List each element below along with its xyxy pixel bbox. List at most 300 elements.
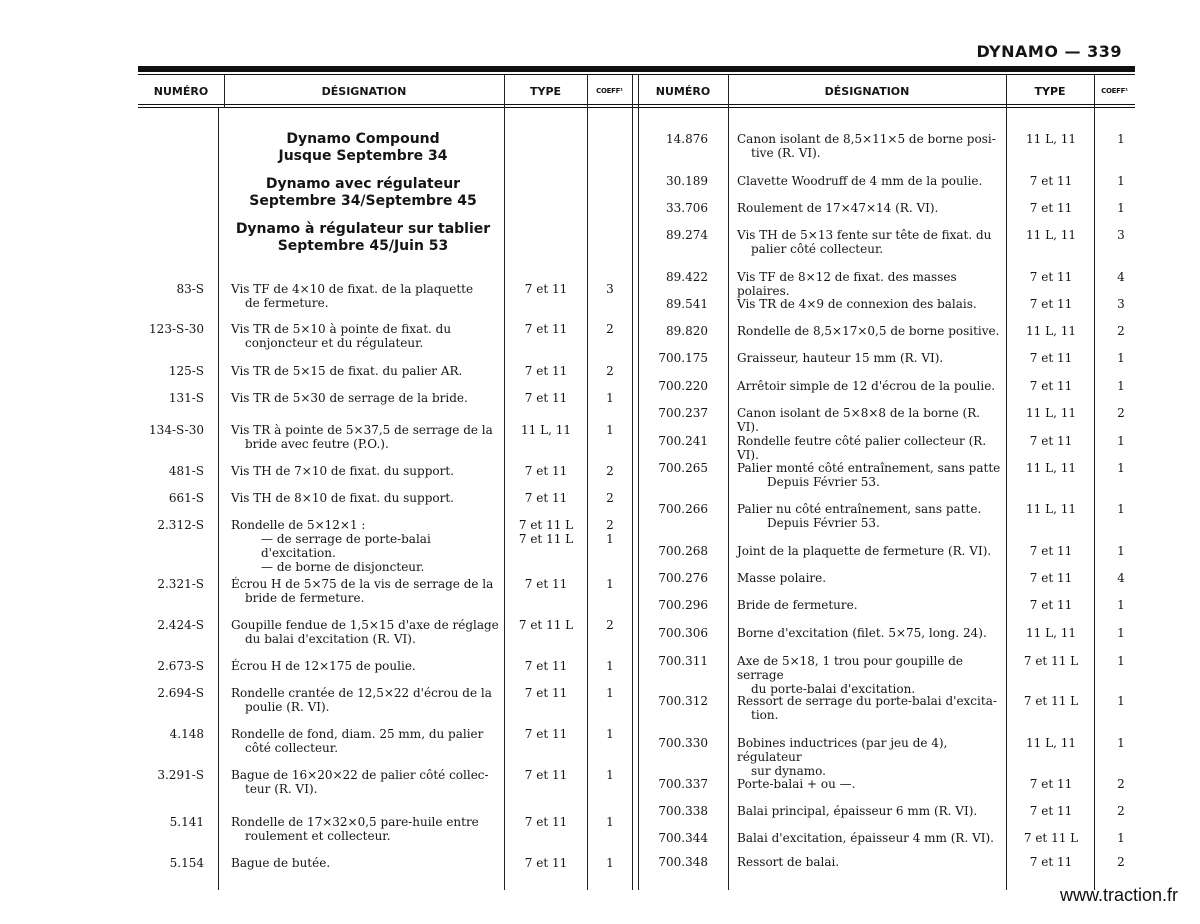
part-number: 700.237 bbox=[658, 406, 708, 420]
coeff-value: 1 bbox=[606, 532, 614, 546]
type-value: 7 et 11 bbox=[1029, 855, 1073, 869]
type-value: 11 L, 11 bbox=[1026, 406, 1076, 420]
part-number: 2.673-S bbox=[157, 659, 204, 673]
designation-line: tive (R. VI). bbox=[751, 146, 821, 160]
part-coeff bbox=[590, 686, 630, 700]
designation-line: poulie (R. VI). bbox=[245, 700, 330, 714]
coeff-value: 2 bbox=[1117, 406, 1125, 420]
part-coeff bbox=[1100, 626, 1142, 640]
part-number: 700.276 bbox=[658, 571, 708, 585]
coeff-value: 2 bbox=[606, 491, 614, 505]
part-type bbox=[1008, 461, 1094, 475]
part-number: 89.274 bbox=[666, 228, 708, 242]
part-type bbox=[1008, 804, 1094, 818]
part-number: 700.330 bbox=[658, 736, 708, 750]
coeff-value: 2 bbox=[1117, 777, 1125, 791]
coeff-value: 1 bbox=[606, 815, 614, 829]
type-value: 7 et 11 bbox=[524, 464, 568, 478]
section-title-line: Dynamo Compound bbox=[286, 131, 440, 147]
designation-line: Bride de fermeture. bbox=[737, 598, 858, 612]
part-coeff bbox=[1100, 654, 1142, 668]
designation-line: Borne d'excitation (filet. 5×75, long. 24). bbox=[737, 626, 987, 640]
part-number: 134-S-30 bbox=[149, 423, 204, 437]
designation-line: Bague de butée. bbox=[231, 856, 331, 870]
type-value: 7 et 11 bbox=[1029, 434, 1073, 448]
designation-line: teur (R. VI). bbox=[245, 782, 318, 796]
part-designation bbox=[737, 736, 1005, 778]
part-designation bbox=[737, 297, 1005, 311]
part-number: 700.296 bbox=[658, 598, 708, 612]
part-type bbox=[1008, 571, 1094, 585]
part-designation bbox=[737, 174, 1005, 188]
part-number: 2.321-S bbox=[157, 577, 204, 591]
part-type bbox=[1008, 855, 1094, 869]
coeff-value: 4 bbox=[1117, 270, 1125, 284]
part-designation bbox=[737, 351, 1005, 365]
part-designation bbox=[231, 464, 499, 478]
type-value: 7 et 11 bbox=[524, 577, 568, 591]
type-value: 7 et 11 bbox=[1029, 598, 1073, 612]
section-title-line: Septembre 45/Juin 53 bbox=[277, 238, 449, 254]
designation-line: Vis TR à pointe de 5×37,5 de serrage de la bbox=[231, 423, 493, 437]
part-coeff bbox=[590, 491, 630, 505]
designation-line: roulement et collecteur. bbox=[245, 829, 391, 843]
top-rule-thin bbox=[138, 74, 1135, 75]
part-type bbox=[1008, 132, 1094, 146]
part-designation bbox=[231, 491, 499, 505]
designation-line: Rondelle feutre côté palier collecteur (R. VI). bbox=[737, 434, 987, 462]
part-coeff bbox=[590, 577, 630, 591]
part-coeff bbox=[590, 618, 630, 632]
designation-line: Vis TH de 8×10 de fixat. du support. bbox=[231, 491, 454, 505]
part-type bbox=[1008, 544, 1094, 558]
type-value: 7 et 11 bbox=[1029, 351, 1073, 365]
coeff-value: 1 bbox=[606, 856, 614, 870]
col-divider bbox=[587, 75, 588, 890]
designation-line: Arrêtoir simple de 12 d'écrou de la poulie. bbox=[737, 379, 996, 393]
designation-line: conjoncteur et du régulateur. bbox=[245, 336, 424, 350]
coeff-value: 3 bbox=[606, 282, 614, 296]
part-designation bbox=[737, 132, 1005, 160]
part-type bbox=[507, 686, 585, 700]
section-title-line: Jusque Septembre 34 bbox=[278, 148, 448, 164]
part-type bbox=[1008, 502, 1094, 516]
coeff-value: 1 bbox=[1117, 694, 1125, 708]
part-coeff bbox=[1100, 855, 1142, 869]
part-number: 3.291-S bbox=[157, 768, 204, 782]
part-coeff bbox=[1100, 831, 1142, 845]
part-coeff bbox=[590, 659, 630, 673]
part-number: 125-S bbox=[168, 364, 204, 378]
header-numero-right: NUMÉRO bbox=[655, 84, 711, 98]
designation-line: Vis TR de 5×30 de serrage de la bride. bbox=[231, 391, 468, 405]
part-number: 700.265 bbox=[658, 461, 708, 475]
designation-line: du balai d'excitation (R. VI). bbox=[245, 632, 416, 646]
part-coeff bbox=[1100, 201, 1142, 215]
part-coeff bbox=[1100, 174, 1142, 188]
col-divider bbox=[218, 108, 219, 890]
part-type bbox=[507, 391, 585, 405]
part-type bbox=[1008, 324, 1094, 338]
part-designation bbox=[737, 831, 1005, 845]
part-number: 700.311 bbox=[658, 654, 708, 668]
coeff-value: 1 bbox=[1117, 351, 1125, 365]
designation-line: Vis TH de 7×10 de fixat. du support. bbox=[231, 464, 454, 478]
part-type bbox=[1008, 201, 1094, 215]
part-designation bbox=[231, 856, 499, 870]
part-designation bbox=[737, 502, 1005, 530]
type-value: 7 et 11 bbox=[524, 282, 568, 296]
coeff-value: 2 bbox=[606, 322, 614, 336]
designation-line: Vis TF de 4×10 de fixat. de la plaquette bbox=[231, 282, 474, 296]
designation-line: Palier nu côté entraînement, sans patte. bbox=[737, 502, 982, 516]
part-designation bbox=[231, 518, 499, 574]
coeff-value: 1 bbox=[1117, 502, 1125, 516]
designation-line: Porte-balai + ou —. bbox=[737, 777, 856, 791]
part-type bbox=[507, 727, 585, 741]
part-coeff bbox=[1100, 297, 1142, 311]
designation-line: Ressort de balai. bbox=[737, 855, 840, 869]
part-type bbox=[1008, 228, 1094, 242]
coeff-value: 1 bbox=[606, 391, 614, 405]
part-number: 700.338 bbox=[658, 804, 708, 818]
part-coeff bbox=[1100, 379, 1142, 393]
part-coeff bbox=[1100, 228, 1142, 242]
part-coeff bbox=[590, 364, 630, 378]
part-designation bbox=[737, 855, 1005, 869]
part-coeff bbox=[590, 391, 630, 405]
part-coeff bbox=[1100, 502, 1142, 516]
part-coeff bbox=[1100, 571, 1142, 585]
part-type bbox=[1008, 694, 1094, 708]
designation-line: Ressort de serrage du porte-balai d'excita- bbox=[737, 694, 997, 708]
page-title: DYNAMO bbox=[976, 42, 1059, 61]
col-divider bbox=[1006, 75, 1007, 890]
part-coeff bbox=[590, 464, 630, 478]
designation-line: Vis TR de 4×9 de connexion des balais. bbox=[737, 297, 977, 311]
type-value: 7 et 11 bbox=[524, 391, 568, 405]
part-coeff bbox=[590, 815, 630, 829]
part-type bbox=[1008, 777, 1094, 791]
part-designation bbox=[737, 544, 1005, 558]
part-designation bbox=[737, 461, 1005, 489]
type-value: 11 L, 11 bbox=[1026, 502, 1076, 516]
part-designation bbox=[737, 201, 1005, 215]
top-rule-thick bbox=[138, 66, 1135, 72]
section-title bbox=[228, 176, 498, 210]
designation-line: Depuis Février 53. bbox=[767, 516, 880, 530]
part-number: 5.141 bbox=[169, 815, 204, 829]
coeff-value: 3 bbox=[1117, 228, 1125, 242]
part-coeff bbox=[1100, 324, 1142, 338]
part-coeff bbox=[1100, 694, 1142, 708]
coeff-value: 1 bbox=[1117, 736, 1125, 750]
type-value: 7 et 11 bbox=[524, 364, 568, 378]
part-number: 700.344 bbox=[658, 831, 708, 845]
part-coeff bbox=[590, 518, 630, 546]
part-type bbox=[507, 282, 585, 296]
designation-line: Vis TH de 5×13 fente sur tête de fixat. du bbox=[737, 228, 992, 242]
coeff-value: 1 bbox=[1117, 598, 1125, 612]
type-value: 7 et 11 bbox=[524, 686, 568, 700]
designation-line: bride de fermeture. bbox=[245, 591, 365, 605]
designation-line: Depuis Février 53. bbox=[767, 475, 880, 489]
section-title-line: Septembre 34/Septembre 45 bbox=[249, 193, 477, 209]
part-type bbox=[1008, 174, 1094, 188]
designation-line: Canon isolant de 5×8×8 de la borne (R. VI). bbox=[737, 406, 981, 434]
type-value: 7 et 11 bbox=[1029, 270, 1073, 284]
type-value: 11 L, 11 bbox=[1026, 461, 1076, 475]
type-value: 11 L, 11 bbox=[1026, 132, 1076, 146]
type-value: 7 et 11 bbox=[524, 727, 568, 741]
part-designation bbox=[231, 815, 499, 843]
type-value: 7 et 11 bbox=[524, 856, 568, 870]
coeff-value: 1 bbox=[1117, 654, 1125, 668]
coeff-value: 4 bbox=[1117, 571, 1125, 585]
designation-line: Rondelle de 17×32×0,5 pare-huile entre bbox=[231, 815, 479, 829]
designation-line: Vis TR de 5×10 à pointe de fixat. du bbox=[231, 322, 452, 336]
coeff-value: 1 bbox=[606, 727, 614, 741]
part-type bbox=[507, 491, 585, 505]
type-value: 7 et 11 L bbox=[518, 532, 574, 546]
designation-line: Masse polaire. bbox=[737, 571, 827, 585]
coeff-value: 1 bbox=[606, 577, 614, 591]
part-number: 14.876 bbox=[666, 132, 708, 146]
header-bottom-rule bbox=[138, 104, 1135, 105]
section-title bbox=[228, 131, 498, 165]
type-value: 7 et 11 L bbox=[518, 618, 574, 632]
part-type bbox=[1008, 598, 1094, 612]
designation-line: Rondelle crantée de 12,5×22 d'écrou de la bbox=[231, 686, 492, 700]
designation-line: de fermeture. bbox=[245, 296, 329, 310]
col-divider bbox=[1094, 75, 1095, 890]
type-value: 7 et 11 bbox=[1029, 777, 1073, 791]
designation-line: côté collecteur. bbox=[245, 741, 339, 755]
part-coeff bbox=[1100, 406, 1142, 420]
part-designation bbox=[737, 598, 1005, 612]
part-designation bbox=[737, 694, 1005, 722]
part-type bbox=[507, 423, 585, 437]
part-type bbox=[1008, 270, 1094, 284]
part-designation bbox=[231, 618, 499, 646]
part-type bbox=[1008, 297, 1094, 311]
part-designation bbox=[737, 379, 1005, 393]
designation-line: Vis TR de 5×15 de fixat. du palier AR. bbox=[231, 364, 463, 378]
part-coeff bbox=[1100, 461, 1142, 475]
type-value: 7 et 11 L bbox=[1023, 654, 1079, 668]
part-coeff bbox=[1100, 270, 1142, 284]
coeff-value: 1 bbox=[1117, 379, 1125, 393]
designation-line: Joint de la plaquette de fermeture (R. VI). bbox=[737, 544, 992, 558]
header-designation-right: DÉSIGNATION bbox=[824, 84, 910, 98]
coeff-value: 1 bbox=[1117, 461, 1125, 475]
part-type bbox=[1008, 379, 1094, 393]
part-number: 83-S bbox=[176, 282, 204, 296]
part-number: 700.312 bbox=[658, 694, 708, 708]
part-coeff bbox=[590, 322, 630, 336]
coeff-value: 1 bbox=[1117, 132, 1125, 146]
part-designation bbox=[737, 777, 1005, 791]
designation-line: Rondelle de 8,5×17×0,5 de borne positive. bbox=[737, 324, 1000, 338]
designation-line: Écrou H de 12×175 de poulie. bbox=[231, 659, 416, 673]
coeff-value: 2 bbox=[1117, 804, 1125, 818]
type-value: 7 et 11 bbox=[1029, 804, 1073, 818]
header-type-right: TYPE bbox=[1034, 84, 1066, 98]
header-bottom-rule-2 bbox=[138, 107, 1135, 108]
section-title bbox=[228, 221, 498, 255]
designation-line: Vis TF de 8×12 de fixat. des masses polaires. bbox=[737, 270, 957, 298]
part-designation bbox=[737, 228, 1005, 256]
part-number: 5.154 bbox=[169, 856, 204, 870]
designation-line: Goupille fendue de 1,5×15 d'axe de réglage bbox=[231, 618, 499, 632]
part-designation bbox=[231, 659, 499, 673]
part-designation bbox=[231, 686, 499, 714]
part-coeff bbox=[590, 727, 630, 741]
coeff-value: 1 bbox=[1117, 626, 1125, 640]
designation-line: — de borne de disjoncteur. bbox=[261, 560, 425, 574]
part-designation bbox=[231, 391, 499, 405]
type-value: 7 et 11 bbox=[1029, 379, 1073, 393]
site-watermark: www.traction.fr bbox=[1059, 885, 1178, 905]
type-value: 7 et 11 bbox=[524, 491, 568, 505]
part-type bbox=[1008, 434, 1094, 448]
type-value: 7 et 11 L bbox=[1023, 831, 1079, 845]
type-value: 11 L, 11 bbox=[1026, 228, 1076, 242]
designation-line: sur dynamo. bbox=[751, 764, 826, 778]
part-number: 89.541 bbox=[666, 297, 708, 311]
designation-line: — de serrage de porte-balai d'excitation. bbox=[261, 532, 431, 560]
type-value: 7 et 11 bbox=[1029, 174, 1073, 188]
part-designation bbox=[737, 406, 1005, 434]
designation-line: Axe de 5×18, 1 trou pour goupille de serrage bbox=[737, 654, 964, 682]
part-number: 2.424-S bbox=[157, 618, 204, 632]
designation-line: Clavette Woodruff de 4 mm de la poulie. bbox=[737, 174, 983, 188]
part-coeff bbox=[1100, 351, 1142, 365]
part-designation bbox=[231, 322, 499, 350]
designation-line: Balai principal, épaisseur 6 mm (R. VI). bbox=[737, 804, 978, 818]
coeff-value: 1 bbox=[1117, 201, 1125, 215]
part-number: 481-S bbox=[168, 464, 204, 478]
type-value: 7 et 11 bbox=[1029, 297, 1073, 311]
part-type bbox=[507, 618, 585, 632]
part-number: 89.422 bbox=[666, 270, 708, 284]
coeff-value: 1 bbox=[1117, 174, 1125, 188]
type-value: 7 et 11 bbox=[524, 815, 568, 829]
coeff-value: 1 bbox=[606, 659, 614, 673]
col-divider bbox=[728, 75, 729, 890]
designation-line: bride avec feutre (P.O.). bbox=[245, 437, 389, 451]
coeff-value: 2 bbox=[606, 618, 614, 632]
part-designation bbox=[231, 768, 499, 796]
coeff-value: 1 bbox=[606, 768, 614, 782]
part-type bbox=[1008, 626, 1094, 640]
type-value: 7 et 11 bbox=[524, 768, 568, 782]
coeff-value: 3 bbox=[1117, 297, 1125, 311]
type-value: 7 et 11 L bbox=[1023, 694, 1079, 708]
part-number: 2.694-S bbox=[157, 686, 204, 700]
designation-line: Palier monté côté entraînement, sans patte bbox=[737, 461, 1001, 475]
part-coeff bbox=[1100, 598, 1142, 612]
page-header bbox=[976, 42, 1122, 61]
part-number: 30.189 bbox=[666, 174, 708, 188]
part-number: 700.266 bbox=[658, 502, 708, 516]
part-type bbox=[507, 577, 585, 591]
header-coeff-left: COEFF¹ bbox=[596, 87, 623, 95]
coeff-value: 1 bbox=[606, 686, 614, 700]
part-type bbox=[507, 322, 585, 336]
part-designation bbox=[231, 577, 499, 605]
part-type bbox=[507, 768, 585, 782]
part-designation bbox=[737, 270, 1005, 298]
designation-line: Bobines inductrices (par jeu de 4), régulateur bbox=[737, 736, 948, 764]
part-number: 123-S-30 bbox=[149, 322, 204, 336]
coeff-value: 2 bbox=[606, 518, 614, 532]
coeff-value: 1 bbox=[1117, 544, 1125, 558]
part-number: 4.148 bbox=[169, 727, 204, 741]
part-designation bbox=[231, 423, 499, 451]
part-coeff bbox=[1100, 544, 1142, 558]
part-number: 661-S bbox=[168, 491, 204, 505]
designation-line: Écrou H de 5×75 de la vis de serrage de la bbox=[231, 577, 494, 591]
col-divider bbox=[632, 75, 633, 890]
part-coeff bbox=[590, 423, 630, 437]
part-number: 2.312-S bbox=[157, 518, 204, 532]
part-type bbox=[507, 518, 585, 546]
part-type bbox=[507, 815, 585, 829]
part-designation bbox=[737, 324, 1005, 338]
coeff-value: 1 bbox=[1117, 831, 1125, 845]
part-coeff bbox=[590, 856, 630, 870]
type-value: 11 L, 11 bbox=[1026, 324, 1076, 338]
part-designation bbox=[737, 626, 1005, 640]
part-number: 700.268 bbox=[658, 544, 708, 558]
part-coeff bbox=[590, 282, 630, 296]
designation-line: Rondelle de fond, diam. 25 mm, du palier bbox=[231, 727, 484, 741]
part-type bbox=[507, 659, 585, 673]
part-type bbox=[1008, 736, 1094, 750]
type-value: 7 et 11 bbox=[1029, 571, 1073, 585]
type-value: 7 et 11 bbox=[1029, 201, 1073, 215]
part-designation bbox=[737, 434, 1005, 462]
part-number: 131-S bbox=[168, 391, 204, 405]
type-value: 7 et 11 bbox=[524, 659, 568, 673]
type-value: 11 L, 11 bbox=[1026, 736, 1076, 750]
part-designation bbox=[737, 804, 1005, 818]
type-value: 11 L, 11 bbox=[1026, 626, 1076, 640]
part-designation bbox=[231, 727, 499, 755]
part-type bbox=[507, 364, 585, 378]
part-type bbox=[1008, 351, 1094, 365]
part-number: 700.241 bbox=[658, 434, 708, 448]
designation-line: Graisseur, hauteur 15 mm (R. VI). bbox=[737, 351, 944, 365]
part-designation bbox=[231, 282, 499, 310]
coeff-value: 2 bbox=[606, 464, 614, 478]
coeff-value: 2 bbox=[1117, 324, 1125, 338]
coeff-value: 2 bbox=[1117, 855, 1125, 869]
header-type-left: TYPE bbox=[529, 84, 562, 98]
part-number: 33.706 bbox=[666, 201, 708, 215]
designation-line: Roulement de 17×47×14 (R. VI). bbox=[737, 201, 939, 215]
designation-line: Canon isolant de 8,5×11×5 de borne posi- bbox=[737, 132, 996, 146]
type-value: 7 et 11 L bbox=[518, 518, 574, 532]
part-number: 700.306 bbox=[658, 626, 708, 640]
type-value: 7 et 11 bbox=[524, 322, 568, 336]
header-coeff-right: COEFF¹ bbox=[1101, 87, 1128, 95]
part-coeff bbox=[1100, 736, 1142, 750]
coeff-value: 1 bbox=[1117, 434, 1125, 448]
part-designation bbox=[737, 571, 1005, 585]
type-value: 7 et 11 bbox=[1029, 544, 1073, 558]
